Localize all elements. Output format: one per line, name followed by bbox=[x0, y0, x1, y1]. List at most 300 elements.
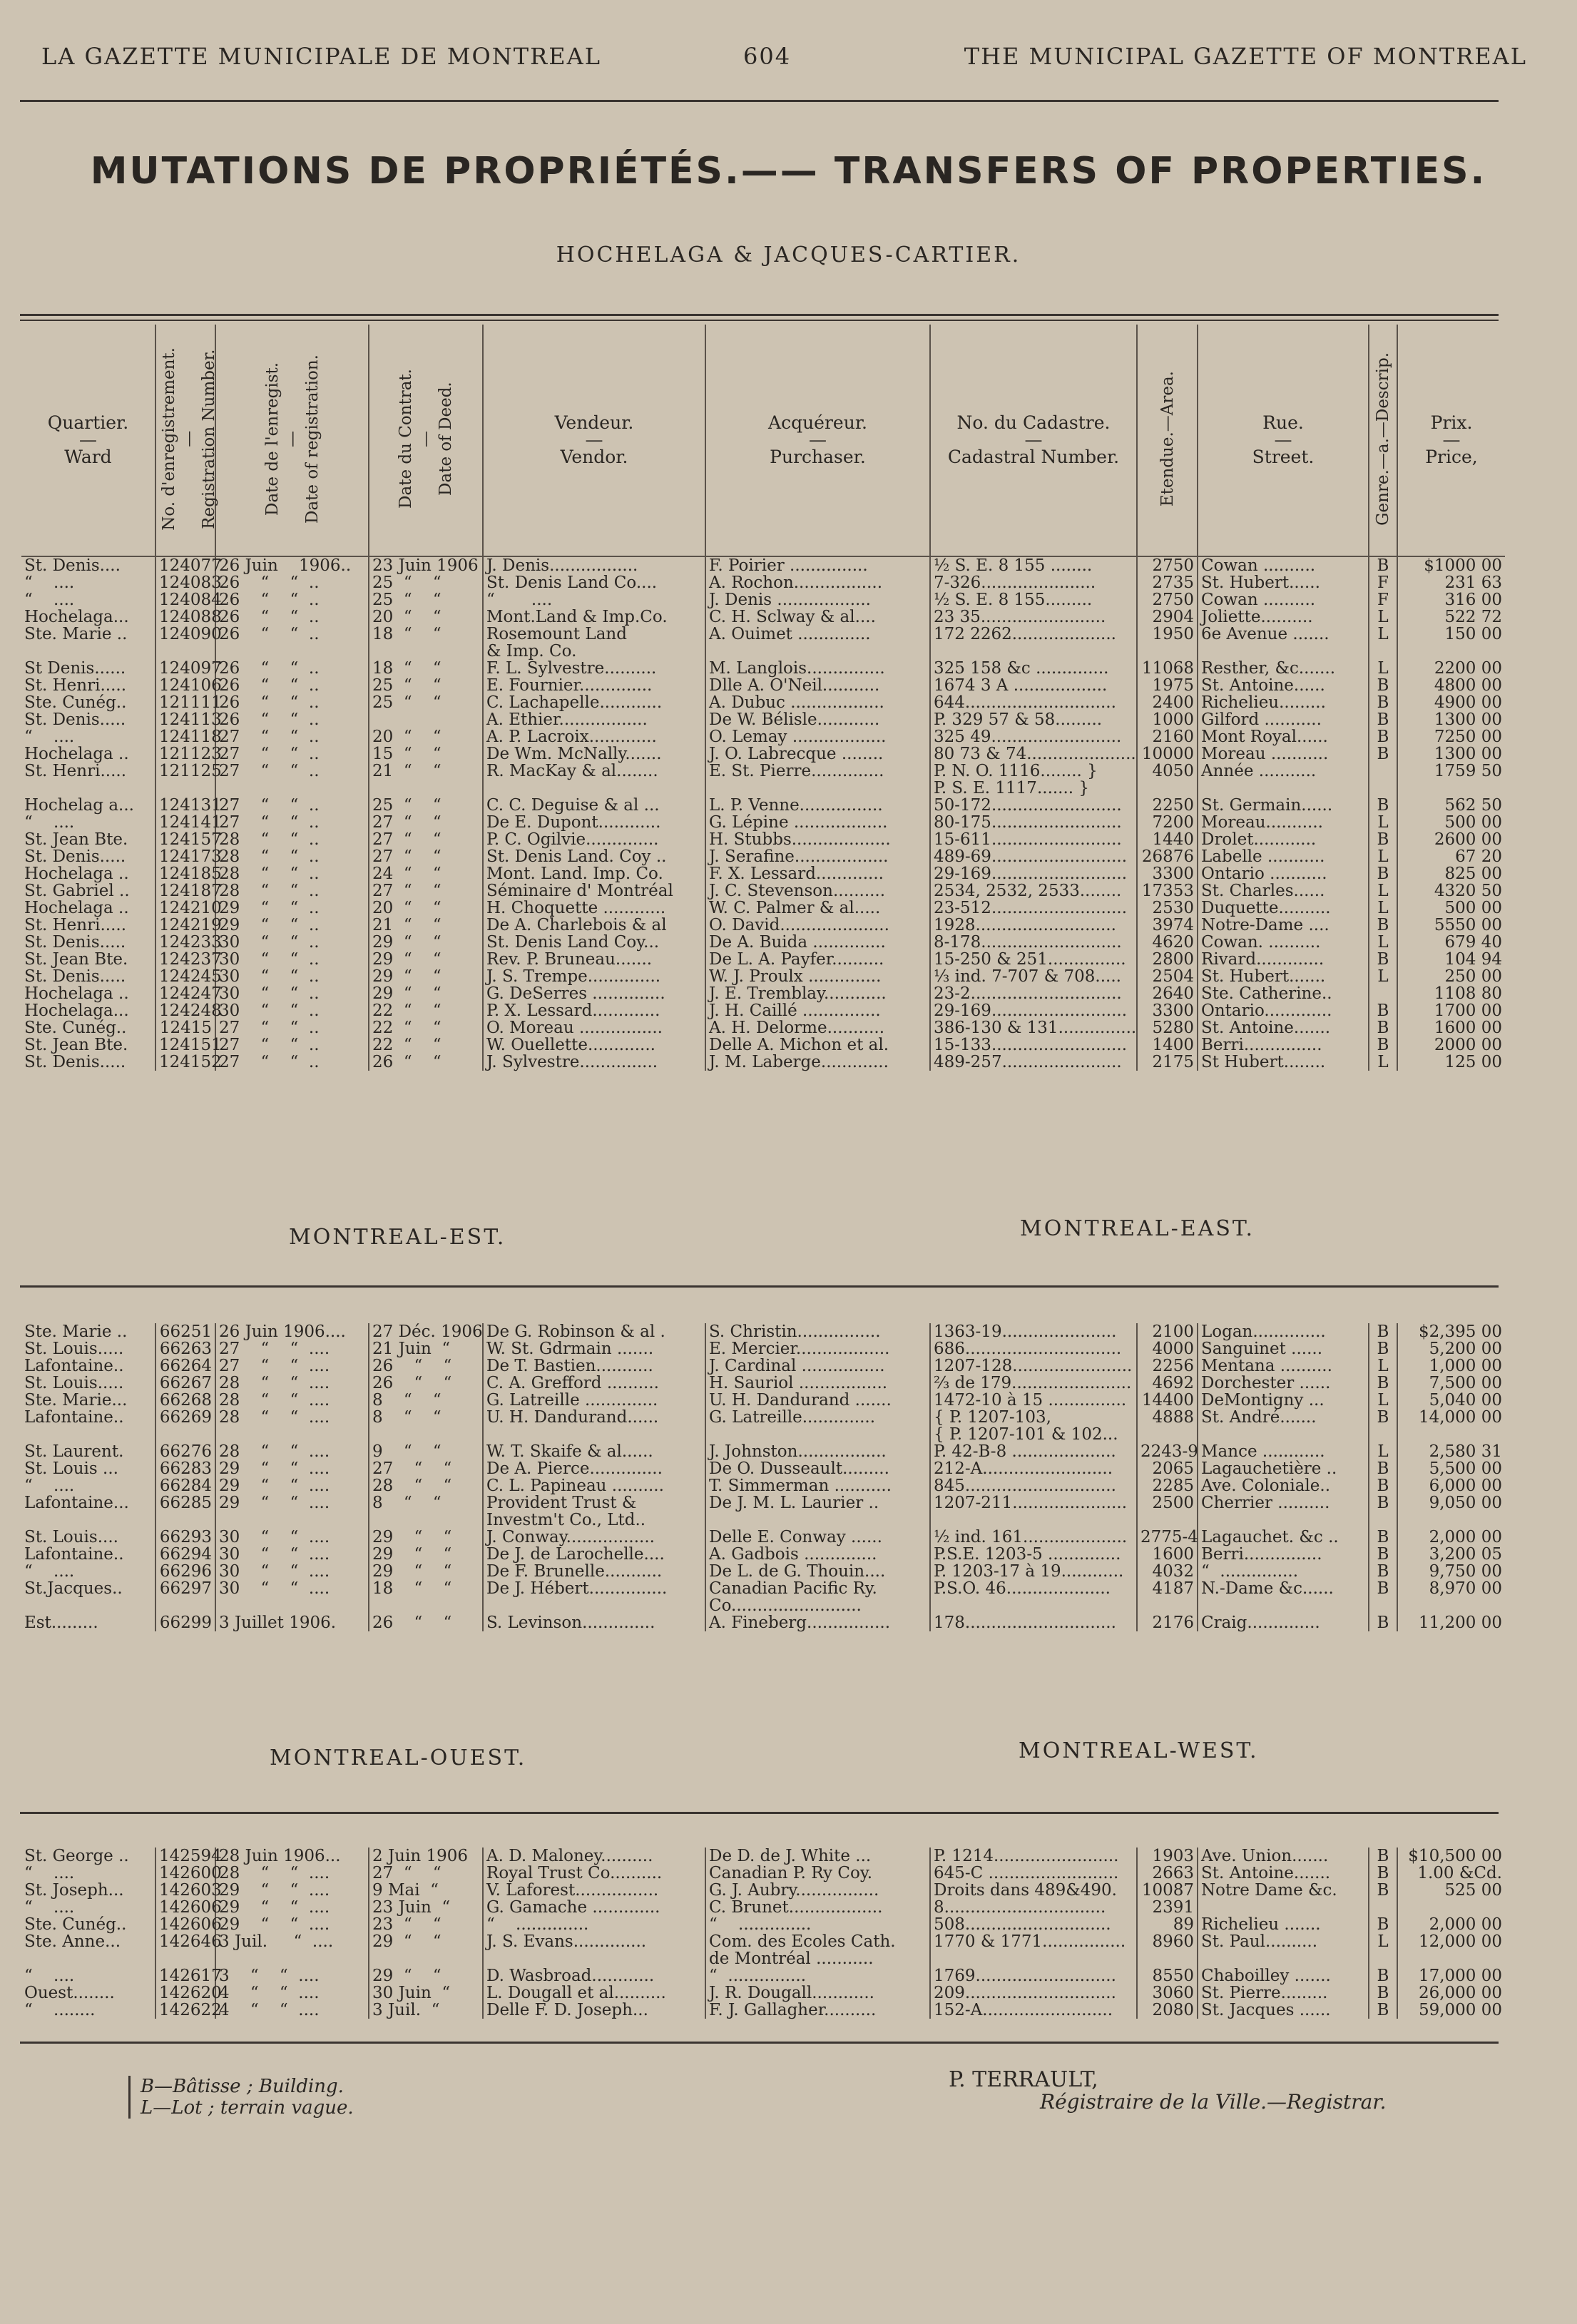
cell-cadastral-number: ½ S. E. 8 155......... bbox=[930, 591, 1137, 608]
cell-reg-number: 124233 bbox=[155, 934, 215, 951]
cell-deed-date: 8 “ “ bbox=[369, 1392, 483, 1409]
cell-reg-number: 66264 bbox=[155, 1357, 215, 1375]
cell-price: 3,200 05 bbox=[1397, 1546, 1505, 1563]
cell-reg-number: 124131 bbox=[155, 797, 215, 814]
cell-purchaser: S. Christin................ bbox=[705, 1323, 930, 1340]
cell-purchaser: G. Lépine .................. bbox=[705, 814, 930, 831]
cell-reg-date: 28 “ “ .. bbox=[215, 882, 369, 899]
cell-area: 26876 bbox=[1137, 848, 1198, 865]
cell-description: B bbox=[1369, 2002, 1397, 2019]
cell-vendor: J. S. Trempe.............. bbox=[483, 968, 705, 985]
cell-reg-date: 27 “ “ .. bbox=[215, 1019, 369, 1036]
cell-area: 3974 bbox=[1137, 917, 1198, 934]
cell-deed-date: 22 “ “ bbox=[369, 1019, 483, 1036]
cell-street: Mance ............ bbox=[1198, 1443, 1369, 1460]
cell-reg-date: 27 “ “ .. bbox=[215, 1036, 369, 1054]
cell-description: L bbox=[1369, 848, 1397, 865]
cell-area: 2176 bbox=[1137, 1614, 1198, 1631]
cell-price: 525 00 bbox=[1397, 1882, 1505, 1899]
cell-area: 2391 bbox=[1137, 1899, 1198, 1916]
cell-reg-date: 27 “ “ .. bbox=[215, 763, 369, 797]
cell-cadastral-number: 178............................. bbox=[930, 1614, 1137, 1631]
cell-cadastral-number: 1674 3 A .................. bbox=[930, 677, 1137, 694]
cell-area: 2735 bbox=[1137, 574, 1198, 591]
cell-reg-number: 66299 bbox=[155, 1614, 215, 1631]
cell-purchaser: Dlle A. O'Neil........... bbox=[705, 677, 930, 694]
cell-reg-date: 28 Juin 1906... bbox=[215, 1848, 369, 1865]
cell-reg-date: 26 “ “ .. bbox=[215, 574, 369, 591]
cell-street: Ste. Catherine.. bbox=[1198, 985, 1369, 1002]
cell-ward: Ste. Cunég.. bbox=[24, 1915, 127, 1934]
table-row bbox=[21, 1357, 1505, 1375]
cell-cadastral-number: P.S.O. 46.................... bbox=[930, 1580, 1137, 1614]
cell-street: Craig.............. bbox=[1198, 1614, 1369, 1631]
cell-reg-date: 26 “ “ .. bbox=[215, 660, 369, 677]
cell-ward: Lafontaine... bbox=[24, 1494, 129, 1512]
cell-purchaser: De J. M. L. Laurier .. bbox=[705, 1494, 930, 1529]
cell-vendor: Royal Trust Co.......... bbox=[483, 1865, 705, 1882]
cell-price: 1759 50 bbox=[1397, 763, 1505, 797]
cell-price: 562 50 bbox=[1397, 797, 1505, 814]
cell-reg-number: 124219 bbox=[155, 917, 215, 934]
cell-price: 2,000 00 bbox=[1397, 1529, 1505, 1546]
table-row bbox=[21, 899, 1505, 917]
cell-reg-date: 28 “ “ .... bbox=[215, 1865, 369, 1882]
cell-reg-date: 27 “ “ .. bbox=[215, 728, 369, 745]
cell-ward: “ .... bbox=[24, 574, 75, 592]
cell-cadastral-number: P. N. O. 1116........ } P. S. E. 1117....... } bbox=[930, 763, 1137, 797]
cell-cadastral-number: 23 35........................ bbox=[930, 608, 1137, 626]
cell-purchaser: A. H. Delorme........... bbox=[705, 1019, 930, 1036]
table2-body bbox=[21, 1323, 1505, 1631]
cell-vendor: W. Ouellette............. bbox=[483, 1036, 705, 1054]
cell-reg-number: 142646 bbox=[155, 1933, 215, 1967]
cell-reg-date: 26 “ “ .. bbox=[215, 591, 369, 608]
table-row bbox=[21, 882, 1505, 899]
cell-cadastral-number: 1207-211...................... bbox=[930, 1494, 1137, 1529]
cell-area: 2175 bbox=[1137, 1054, 1198, 1071]
cell-reg-date: 27 “ “ .... bbox=[215, 1357, 369, 1375]
cell-cadastral-number: 7-326...................... bbox=[930, 574, 1137, 591]
cell-purchaser: O. Lemay .................. bbox=[705, 728, 930, 745]
cell-vendor: De J. Hébert............... bbox=[483, 1580, 705, 1614]
cell-deed-date: 24 “ “ bbox=[369, 865, 483, 882]
cell-deed-date: 25 “ “ bbox=[369, 694, 483, 711]
cell-street: Labelle ........... bbox=[1198, 848, 1369, 865]
table-row bbox=[21, 1375, 1505, 1392]
cell-cadastral-number: 172 2262.................... bbox=[930, 626, 1137, 660]
table-row bbox=[21, 917, 1505, 934]
table-row bbox=[21, 728, 1505, 745]
section-montreal-ouest-fr: MONTREAL-OUEST. bbox=[270, 1745, 527, 1770]
cell-ward: Ste. Marie .. bbox=[24, 1322, 128, 1341]
cell-description bbox=[1369, 763, 1397, 797]
cell-vendor: G. Latreille .............. bbox=[483, 1392, 705, 1409]
cell-description: B bbox=[1369, 556, 1397, 574]
cell-description: L bbox=[1369, 814, 1397, 831]
cell-reg-date: 30 “ “ .. bbox=[215, 985, 369, 1002]
cell-price: 7250 00 bbox=[1397, 728, 1505, 745]
cell-vendor: G. Gamache ............. bbox=[483, 1899, 705, 1916]
registrar-name: P. TERRAULT, bbox=[949, 2067, 1098, 2092]
cell-purchaser: C. H. Sclway & al.... bbox=[705, 608, 930, 626]
cell-reg-number: 121123 bbox=[155, 745, 215, 763]
col-ward: Quartier. — Ward bbox=[47, 412, 129, 467]
cell-deed-date: 29 “ “ bbox=[369, 985, 483, 1002]
cell-description: F bbox=[1369, 574, 1397, 591]
cell-purchaser: T. Simmerman ........... bbox=[705, 1477, 930, 1494]
cell-price: 231 63 bbox=[1397, 574, 1505, 591]
cell-deed-date: 20 “ “ bbox=[369, 899, 483, 917]
cell-reg-number: 124106 bbox=[155, 677, 215, 694]
table-row bbox=[21, 2002, 1505, 2019]
cell-purchaser: W. J. Proulx .............. bbox=[705, 968, 930, 985]
cell-area: 2243-9 bbox=[1137, 1443, 1198, 1460]
cell-vendor: St. Denis Land Co.... bbox=[483, 574, 705, 591]
col-street: Rue. — Street. bbox=[1198, 325, 1369, 556]
cell-price: 316 00 bbox=[1397, 591, 1505, 608]
cell-price: 4800 00 bbox=[1397, 677, 1505, 694]
cell-price: 150 00 bbox=[1397, 626, 1505, 660]
cell-street: St. Charles...... bbox=[1198, 882, 1369, 899]
cell-ward: “ .... bbox=[24, 728, 75, 746]
cell-deed-date: 22 “ “ bbox=[369, 1036, 483, 1054]
cell-price: $2,395 00 bbox=[1397, 1323, 1505, 1340]
table-row bbox=[21, 1580, 1505, 1614]
cell-street: Logan.............. bbox=[1198, 1323, 1369, 1340]
cell-purchaser: E. Mercier.................. bbox=[705, 1340, 930, 1357]
cell-description: B bbox=[1369, 865, 1397, 882]
cell-reg-number: 124173 bbox=[155, 848, 215, 865]
cell-price: 4900 00 bbox=[1397, 694, 1505, 711]
cell-reg-number: 124237 bbox=[155, 951, 215, 968]
cell-cadastral-number: ½ S. E. 8 155 ........ bbox=[930, 556, 1137, 574]
cell-vendor: P. X. Lessard............. bbox=[483, 1002, 705, 1019]
cell-purchaser: J. O. Labrecque ........ bbox=[705, 745, 930, 763]
table-row bbox=[21, 934, 1505, 951]
cell-ward: St. Denis..... bbox=[24, 710, 126, 729]
table-row bbox=[21, 1546, 1505, 1563]
cell-deed-date: 9 Mai “ bbox=[369, 1882, 483, 1899]
cell-purchaser: De W. Bélisle............ bbox=[705, 711, 930, 728]
cell-reg-number: 142617 bbox=[155, 1967, 215, 1984]
cell-purchaser: J. E. Tremblay............ bbox=[705, 985, 930, 1002]
cell-vendor: C. Lachapelle............ bbox=[483, 694, 705, 711]
cell-area: 5280 bbox=[1137, 1019, 1198, 1036]
cell-ward: “ .... bbox=[24, 1477, 75, 1495]
cell-street: Dorchester ...... bbox=[1198, 1375, 1369, 1392]
cell-price: 67 20 bbox=[1397, 848, 1505, 865]
cell-reg-date: 26 “ “ .. bbox=[215, 626, 369, 660]
cell-reg-number: 66293 bbox=[155, 1529, 215, 1546]
cell-street: Chaboilley ....... bbox=[1198, 1967, 1369, 1984]
cell-description: B bbox=[1369, 745, 1397, 763]
cell-price: $10,500 00 bbox=[1397, 1848, 1505, 1865]
table-row bbox=[21, 1002, 1505, 1019]
cell-cadastral-number: 152-A......................... bbox=[930, 2002, 1137, 2019]
cell-vendor: De E. Dupont............ bbox=[483, 814, 705, 831]
cell-reg-number: 124088 bbox=[155, 608, 215, 626]
cell-vendor: Rosemount Land & Imp. Co. bbox=[483, 626, 705, 660]
cell-ward: St. Denis.... bbox=[24, 556, 121, 575]
cell-ward: “ .... bbox=[24, 1562, 75, 1581]
cell-cadastral-number: Droits dans 489&490. bbox=[930, 1882, 1137, 1899]
cell-street: Richelieu......... bbox=[1198, 694, 1369, 711]
cell-ward: Ste. Cunég.. bbox=[24, 1019, 127, 1037]
header-right: THE MUNICIPAL GAZETTE OF MONTREAL bbox=[964, 43, 1527, 70]
cell-street: Ontario............. bbox=[1198, 1002, 1369, 1019]
cell-area: 4692 bbox=[1137, 1375, 1198, 1392]
cell-deed-date: 8 “ “ bbox=[369, 1409, 483, 1443]
cell-ward: Ste. Anne... bbox=[24, 1932, 121, 1951]
cell-vendor: V. Laforest................ bbox=[483, 1882, 705, 1899]
cell-area: 8960 bbox=[1137, 1933, 1198, 1967]
cell-vendor: O. Moreau ................ bbox=[483, 1019, 705, 1036]
cell-street: St. Hubert...... bbox=[1198, 574, 1369, 591]
table-row bbox=[21, 865, 1505, 882]
cell-reg-date: 28 “ “ .... bbox=[215, 1392, 369, 1409]
cell-reg-number: 124113 bbox=[155, 711, 215, 728]
cell-street: Lagauchetière .. bbox=[1198, 1460, 1369, 1477]
cell-area: 2750 bbox=[1137, 556, 1198, 574]
cell-reg-number: 66283 bbox=[155, 1460, 215, 1477]
cell-street: St. Paul.......... bbox=[1198, 1933, 1369, 1967]
cell-reg-date: 26 “ “ .. bbox=[215, 711, 369, 728]
cell-description: L bbox=[1369, 1443, 1397, 1460]
cell-vendor: D. Wasbroad............ bbox=[483, 1967, 705, 1984]
cell-cadastral-number: P.S.E. 1203-5 .............. bbox=[930, 1546, 1137, 1563]
cell-price: 500 00 bbox=[1397, 814, 1505, 831]
cell-reg-date: 26 “ “ .. bbox=[215, 677, 369, 694]
cell-cadastral-number: 386-130 & 131............... bbox=[930, 1019, 1137, 1036]
cell-area: 2800 bbox=[1137, 951, 1198, 968]
cell-area: 8550 bbox=[1137, 1967, 1198, 1984]
cell-description: B bbox=[1369, 1019, 1397, 1036]
cell-description: L bbox=[1369, 1933, 1397, 1967]
cell-description: L bbox=[1369, 882, 1397, 899]
cell-area: 2775-4 bbox=[1137, 1529, 1198, 1546]
cell-description: F bbox=[1369, 591, 1397, 608]
cell-vendor: J. Conway................. bbox=[483, 1529, 705, 1546]
cell-reg-date: 28 “ “ .... bbox=[215, 1409, 369, 1443]
table-row bbox=[21, 745, 1505, 763]
cell-deed-date: 27 “ “ bbox=[369, 814, 483, 831]
cell-ward: Est......... bbox=[24, 1614, 98, 1632]
cell-price: 26,000 00 bbox=[1397, 1984, 1505, 2002]
cell-area: 2640 bbox=[1137, 985, 1198, 1002]
col-descr: Genre.—a.—Descrip. bbox=[1369, 325, 1397, 556]
cell-ward: Ouest........ bbox=[24, 1984, 115, 2002]
cell-ward: “ .... bbox=[24, 1967, 75, 1985]
cell-deed-date: 18 “ “ bbox=[369, 626, 483, 660]
cell-deed-date: 27 “ “ bbox=[369, 831, 483, 848]
cell-street: St. Antoine....... bbox=[1198, 1019, 1369, 1036]
cell-purchaser: A. Dubuc .................. bbox=[705, 694, 930, 711]
legend-building: B—Bâtisse ; Building. bbox=[141, 2076, 344, 2097]
table-row bbox=[21, 797, 1505, 814]
cell-price: 7,500 00 bbox=[1397, 1375, 1505, 1392]
cell-reg-date: 30 “ “ .. bbox=[215, 934, 369, 951]
col-deeddate: Date du Contrat. — Date of Deed. bbox=[369, 325, 483, 556]
table-row bbox=[21, 1865, 1505, 1882]
cell-description bbox=[1369, 1899, 1397, 1916]
table-row bbox=[21, 1848, 1505, 1865]
cell-reg-number: 66297 bbox=[155, 1580, 215, 1614]
cell-area: 1950 bbox=[1137, 626, 1198, 660]
cell-deed-date: 26 “ “ bbox=[369, 1357, 483, 1375]
cell-description: B bbox=[1369, 1865, 1397, 1882]
cell-deed-date: 15 “ “ bbox=[369, 745, 483, 763]
cell-reg-number: 124151 bbox=[155, 1036, 215, 1054]
cell-purchaser: De D. de J. White ... bbox=[705, 1848, 930, 1865]
cell-vendor: A. D. Maloney.......... bbox=[483, 1848, 705, 1865]
cell-deed-date: 27 Déc. 1906 bbox=[369, 1323, 483, 1340]
cell-area: 3300 bbox=[1137, 865, 1198, 882]
cell-street: Berri............... bbox=[1198, 1036, 1369, 1054]
table-row bbox=[21, 848, 1505, 865]
cell-reg-number: 142622 bbox=[155, 2002, 215, 2019]
cell-description: L bbox=[1369, 1357, 1397, 1375]
cell-cadastral-number: 1928........................... bbox=[930, 917, 1137, 934]
cell-area: 2100 bbox=[1137, 1323, 1198, 1340]
cell-price: 12,000 00 bbox=[1397, 1933, 1505, 1967]
cell-price: 1300 00 bbox=[1397, 711, 1505, 728]
cell-street: St. André....... bbox=[1198, 1409, 1369, 1443]
cell-reg-number: 142606 bbox=[155, 1916, 215, 1933]
cell-vendor: J. Sylvestre............... bbox=[483, 1054, 705, 1071]
cell-vendor: De Wm. McNally....... bbox=[483, 745, 705, 763]
cell-purchaser: H. Stubbs................... bbox=[705, 831, 930, 848]
cell-price bbox=[1397, 1899, 1505, 1916]
table-row bbox=[21, 1563, 1505, 1580]
page-number: 604 bbox=[743, 43, 792, 70]
cell-reg-number: 121111 bbox=[155, 694, 215, 711]
cell-price: 2,580 31 bbox=[1397, 1443, 1505, 1460]
cell-area: 2504 bbox=[1137, 968, 1198, 985]
cell-purchaser: L. P. Venne................ bbox=[705, 797, 930, 814]
cell-reg-number: 66276 bbox=[155, 1443, 215, 1460]
table-row bbox=[21, 677, 1505, 694]
cell-ward: Ste. Cunég.. bbox=[24, 693, 127, 712]
cell-vendor: P. C. Ogilvie.............. bbox=[483, 831, 705, 848]
cell-ward: “ .... bbox=[24, 591, 75, 609]
cell-purchaser: E. St. Pierre.............. bbox=[705, 763, 930, 797]
cell-street: Berri............... bbox=[1198, 1546, 1369, 1563]
cell-cadastral-number: 489-257....................... bbox=[930, 1054, 1137, 1071]
cell-description: B bbox=[1369, 694, 1397, 711]
cell-area: 17353 bbox=[1137, 882, 1198, 899]
cell-area: 2285 bbox=[1137, 1477, 1198, 1494]
cell-reg-number: 124152 bbox=[155, 1054, 215, 1071]
cell-deed-date: 21 “ “ bbox=[369, 763, 483, 797]
cell-price: 6,000 00 bbox=[1397, 1477, 1505, 1494]
cell-deed-date: 30 Juin “ bbox=[369, 1984, 483, 2002]
cell-cadastral-number: 325 158 &c .............. bbox=[930, 660, 1137, 677]
table3-top-rule bbox=[20, 1812, 1499, 1814]
cell-deed-date: 25 “ “ bbox=[369, 677, 483, 694]
cell-reg-number: 142594 bbox=[155, 1848, 215, 1865]
cell-deed-date: 18 “ “ bbox=[369, 660, 483, 677]
cell-price: 5550 00 bbox=[1397, 917, 1505, 934]
cell-reg-number: 124077 bbox=[155, 556, 215, 574]
table3-bottom-rule bbox=[20, 2042, 1499, 2044]
cell-purchaser: M. Langlois............... bbox=[705, 660, 930, 677]
cell-reg-number: 124187 bbox=[155, 882, 215, 899]
table-row bbox=[21, 1882, 1505, 1899]
section-montreal-est-fr: MONTREAL-EST. bbox=[289, 1225, 506, 1250]
transfers-table-hochelaga bbox=[21, 325, 1505, 1071]
cell-purchaser: O. David..................... bbox=[705, 917, 930, 934]
cell-street: Joliette.......... bbox=[1198, 608, 1369, 626]
cell-price: 4320 50 bbox=[1397, 882, 1505, 899]
cell-cadastral-number: 15-133.......................... bbox=[930, 1036, 1137, 1054]
cell-vendor: S. Levinson.............. bbox=[483, 1614, 705, 1631]
cell-deed-date: 9 “ “ bbox=[369, 1443, 483, 1460]
cell-purchaser: Canadian P. Ry Coy. bbox=[705, 1865, 930, 1882]
table-row bbox=[21, 556, 1505, 574]
cell-cadastral-number: 8............................... bbox=[930, 1899, 1137, 1916]
cell-description: B bbox=[1369, 1546, 1397, 1563]
cell-price: 2,000 00 bbox=[1397, 1916, 1505, 1933]
table1-header-row bbox=[21, 325, 1505, 556]
cell-reg-number: 124157 bbox=[155, 831, 215, 848]
cell-deed-date: 23 “ “ bbox=[369, 1916, 483, 1933]
cell-description: B bbox=[1369, 1036, 1397, 1054]
cell-ward: Ste. Marie... bbox=[24, 1391, 128, 1410]
cell-vendor: Mont. Land. Imp. Co. bbox=[483, 865, 705, 882]
cell-street: Gilford ........... bbox=[1198, 711, 1369, 728]
table-row bbox=[21, 1933, 1505, 1967]
cell-reg-number: 66296 bbox=[155, 1563, 215, 1580]
cell-price: 2600 00 bbox=[1397, 831, 1505, 848]
cell-description: B bbox=[1369, 951, 1397, 968]
cell-area: 1440 bbox=[1137, 831, 1198, 848]
cell-price: 14,000 00 bbox=[1397, 1409, 1505, 1443]
cell-reg-date: 30 “ “ .... bbox=[215, 1563, 369, 1580]
table1-top-rule bbox=[20, 314, 1499, 316]
cell-purchaser: W. C. Palmer & al..... bbox=[705, 899, 930, 917]
cell-ward: Lafontaine.. bbox=[24, 1357, 124, 1375]
cell-price: 1.00 &Cd. bbox=[1397, 1865, 1505, 1882]
table-row bbox=[21, 985, 1505, 1002]
cell-area: 3300 bbox=[1137, 1002, 1198, 1019]
cell-ward: “ .... bbox=[24, 813, 75, 832]
cell-cadastral-number: 508............................ bbox=[930, 1916, 1137, 1933]
cell-description: L bbox=[1369, 660, 1397, 677]
cell-description: B bbox=[1369, 1614, 1397, 1631]
cell-cadastral-number: 29-169.......................... bbox=[930, 865, 1137, 882]
cell-vendor: C. L. Papineau .......... bbox=[483, 1477, 705, 1494]
cell-reg-number: 142603 bbox=[155, 1882, 215, 1899]
cell-vendor: Mont.Land & Imp.Co. bbox=[483, 608, 705, 626]
cell-reg-number: 66294 bbox=[155, 1546, 215, 1563]
cell-deed-date: 29 “ “ bbox=[369, 968, 483, 985]
cell-purchaser: Delle E. Conway ...... bbox=[705, 1529, 930, 1546]
cell-street: 6e Avenue ....... bbox=[1198, 626, 1369, 660]
cell-purchaser: H. Sauriol ................. bbox=[705, 1375, 930, 1392]
cell-reg-number: 142600 bbox=[155, 1865, 215, 1882]
cell-cadastral-number: P. 329 57 & 58......... bbox=[930, 711, 1137, 728]
cell-street: Cowan .......... bbox=[1198, 556, 1369, 574]
cell-purchaser: “ .............. bbox=[705, 1916, 930, 1933]
cell-reg-date: 30 “ “ .. bbox=[215, 968, 369, 985]
cell-street: Richelieu ....... bbox=[1198, 1916, 1369, 1933]
cell-purchaser: A. Ouimet .............. bbox=[705, 626, 930, 660]
cell-reg-date: 27 “ “ .. bbox=[215, 814, 369, 831]
cell-reg-date: 30 “ “ .... bbox=[215, 1580, 369, 1614]
table1-top-rule-2 bbox=[20, 320, 1499, 321]
col-area: Etendue.—Area. bbox=[1137, 325, 1198, 556]
